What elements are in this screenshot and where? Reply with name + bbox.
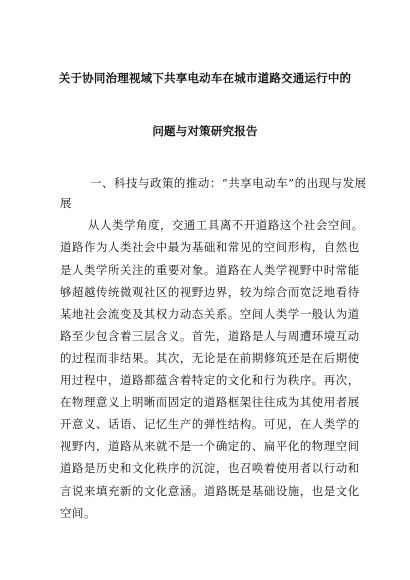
body-line: 道路是历史和文化秩序的沉淀，也召唤着使用者以行动和 bbox=[60, 461, 360, 475]
body-line: 用过程中，道路都蕴含着特定的文化和行为秩序。再次， bbox=[60, 373, 360, 387]
body-line: 路至少包含着三层含义。首先，道路是人与周遭环境互动 bbox=[60, 329, 360, 343]
body-line: 是人类学所关注的重要对象。道路在人类学视野中时常能 bbox=[60, 263, 360, 277]
body-line: 够超越传统微观社区的视野边界，较为综合而宽泛地看待 bbox=[60, 285, 360, 299]
body-line: 从人类学角度，交通工具离不开道路这个社会空间。 bbox=[88, 218, 364, 232]
section-heading-line-2: 展 bbox=[60, 196, 72, 210]
body-line: 视野内，道路从来就不是一个确定的、扁平化的物理空间 bbox=[60, 439, 360, 453]
body-line: 开意义、话语、记忆生产的弹性结构。可见，在人类学的 bbox=[60, 417, 360, 431]
body-line: 空间。 bbox=[60, 506, 96, 520]
document-title-line-1: 关于协同治理视域下共享电动车在城市道路交通运行中的 bbox=[58, 71, 352, 85]
body-line: 某地社会流变及其权力动态关系。空间人类学一般认为道 bbox=[60, 307, 360, 321]
body-line: 言说来填充新的文化意涵。道路既是基础设施，也是文化 bbox=[60, 484, 360, 498]
document-title-line-2: 问题与对策研究报告 bbox=[152, 124, 258, 138]
body-line: 在物理意义上明晰而固定的道路框架往往成为其使用者展 bbox=[60, 395, 360, 409]
section-heading-line-1: 一、科技与政策的推动：“共享电动车”的出现与发展 bbox=[90, 176, 367, 190]
body-line: 的过程而非结果。其次，无论是在前期修筑还是在后期使 bbox=[60, 351, 360, 365]
body-line: 道路作为人类社会中最为基础和常见的空间形构，自然也 bbox=[60, 240, 360, 254]
